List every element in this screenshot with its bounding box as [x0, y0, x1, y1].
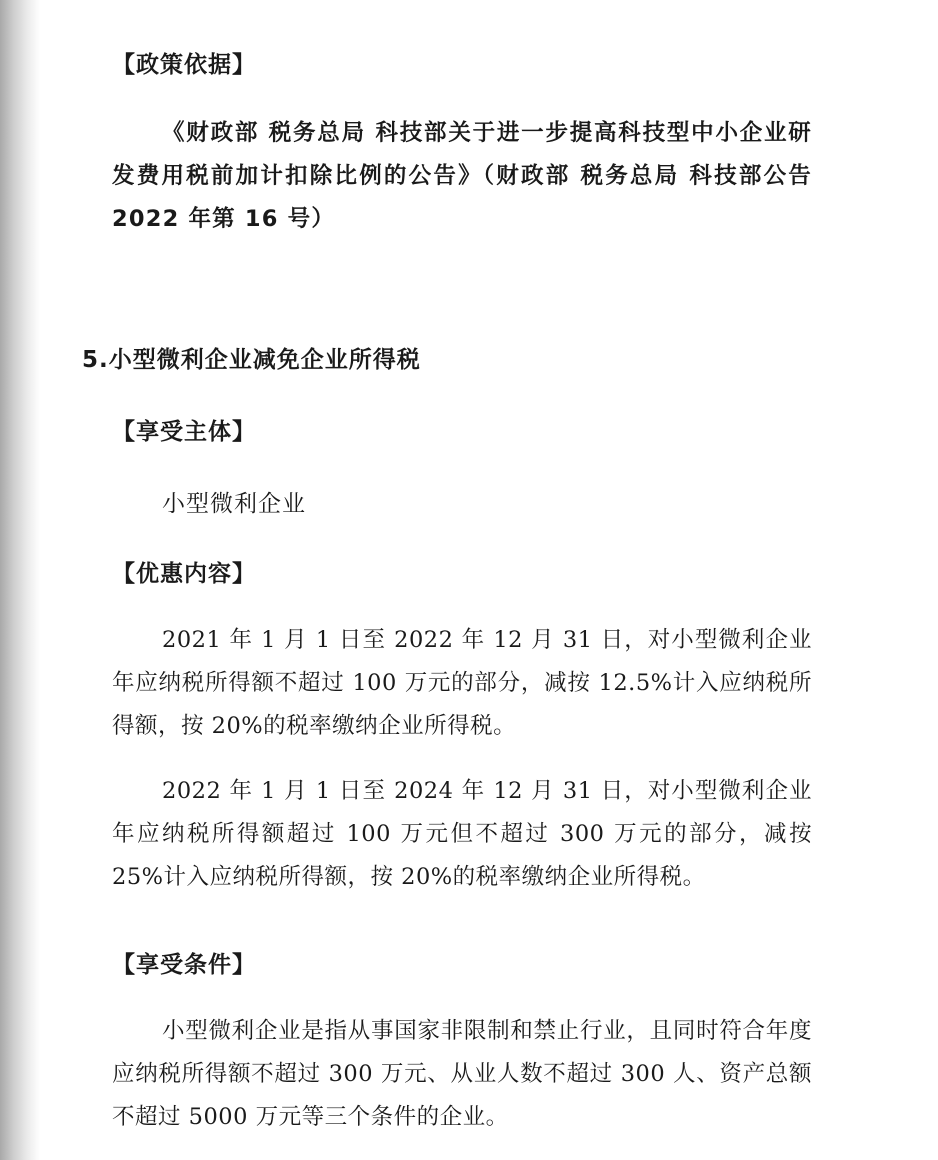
section-5-title: 5.小型微利企业减免企业所得税 — [82, 347, 421, 373]
preferential-content-para-1: 2021 年 1 月 1 日至 2022 年 12 月 31 日，对小型微利企业年应纳税所得额不超过 100 万元的部分，减按 12.5%计入应纳税所得额，按 20%的税率缴纳企业所得税。 — [112, 627, 812, 739]
beneficiary-text: 小型微利企业 — [162, 491, 306, 517]
conditions-text: 小型微利企业是指从事国家非限制和禁止行业，且同时符合年度应纳税所得额不超过 300 万元、从业人数不超过 300 人、资产总额不超过 5000 万元等三个条件的企业。 — [112, 1018, 812, 1130]
policy-basis-text: 《财政部 税务总局 科技部关于进一步提高科技型中小企业研发费用税前加计扣除比例的公告》（财政部 税务总局 科技部公告 2022 年第 16 号） — [112, 120, 812, 232]
policy-basis-heading: 【政策依据】 — [112, 52, 256, 78]
preferential-content-para-2: 2022 年 1 月 1 日至 2024 年 12 月 31 日，对小型微利企业年应纳税所得额超过 100 万元但不超过 300 万元的部分，减按 25%计入应纳税所得额，按 20%的税率缴纳企业所得税。 — [112, 778, 812, 890]
beneficiary-heading: 【享受主体】 — [112, 419, 256, 445]
preferential-content-heading: 【优惠内容】 — [112, 561, 256, 587]
conditions-heading: 【享受条件】 — [112, 952, 256, 978]
